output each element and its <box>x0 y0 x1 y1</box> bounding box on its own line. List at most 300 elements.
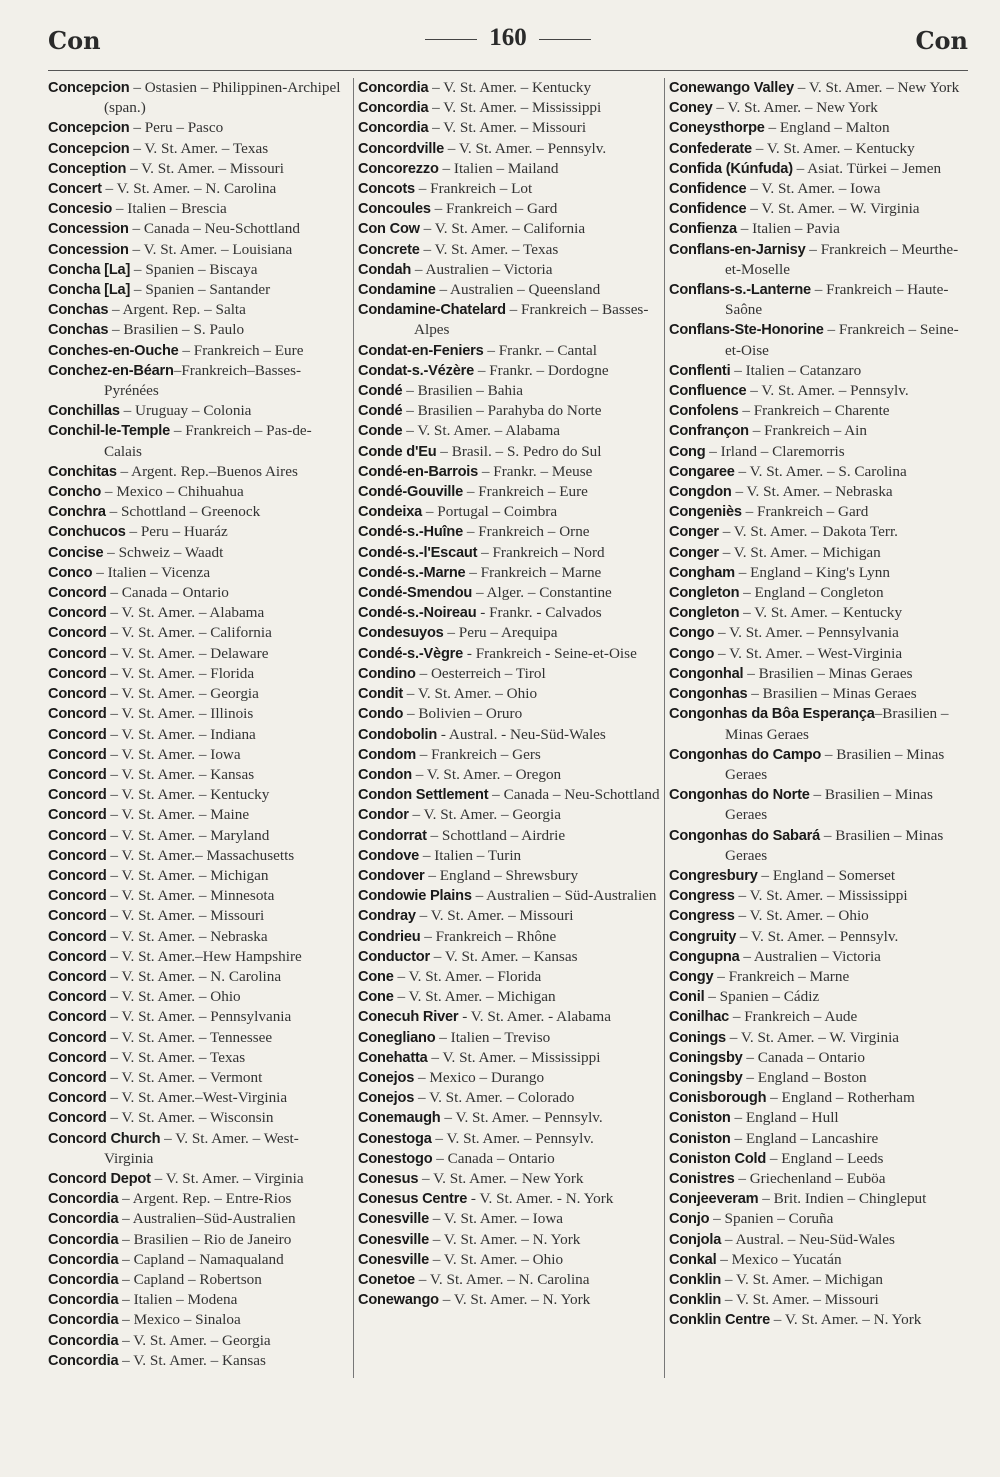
gazetteer-entry <box>48 482 348 502</box>
entry-location: – V. St. Amer. – N. Carolina <box>101 180 277 198</box>
entry-place-name: Concord <box>48 605 107 622</box>
gazetteer-entry <box>48 1108 348 1128</box>
entry-location: – V. St. Amer. – Delaware <box>106 644 269 662</box>
gazetteer-entry <box>358 805 660 825</box>
gazetteer-entry <box>669 563 969 583</box>
entry-place-name: Conil <box>669 989 705 1006</box>
gazetteer-entry <box>669 1169 969 1189</box>
entry-location: – V. St. Amer. – New York <box>712 99 878 117</box>
entry-location: – V. St. Amer.–Hew Hampshire <box>106 947 302 965</box>
entry-location: – V. St. Amer. – N. Carolina <box>106 967 282 985</box>
entry-place-name: Coneysthorpe <box>669 120 765 137</box>
gazetteer-entry <box>358 1149 660 1169</box>
header-left-keyword: Con <box>48 26 101 55</box>
entry-place-name: Concots <box>358 181 415 198</box>
entry-place-name: Condit <box>358 686 403 703</box>
entry-place-name: Condé-s.-Noireau <box>358 605 477 622</box>
gazetteer-entry <box>669 866 969 886</box>
gazetteer-entry <box>669 543 969 563</box>
entry-location: – England – Rotherham <box>766 1089 915 1107</box>
entry-location: – V. St. Amer. – Pennsylv. <box>440 1109 603 1127</box>
entry-location: – V. St. Amer. – West-Virginia <box>104 1129 299 1167</box>
gazetteer-entry <box>358 1028 660 1048</box>
entry-place-name: Coningsby <box>669 1069 743 1086</box>
entry-location: – Frankreich – Haute-Saône <box>725 281 949 319</box>
gazetteer-entry <box>48 401 348 421</box>
gazetteer-entry <box>669 906 969 926</box>
entry-place-name: Conjeeveram <box>669 1191 759 1208</box>
entry-place-name: Condeixa <box>358 504 423 521</box>
entry-location: – V. St. Amer. – Maine <box>106 806 250 824</box>
page-number-block <box>48 24 968 52</box>
entry-place-name: Concord <box>48 1029 107 1046</box>
gazetteer-entry <box>48 947 348 967</box>
entry-place-name: Conesus Centre <box>358 1191 468 1208</box>
entry-location: – V. St. Amer. – California <box>419 220 586 238</box>
entry-place-name: Concord <box>48 1069 107 1086</box>
entry-place-name: Congupna <box>669 948 740 965</box>
gazetteer-entry <box>669 623 969 643</box>
gazetteer-entry <box>669 947 969 967</box>
entry-place-name: Conchitas <box>48 463 117 480</box>
gazetteer-entry <box>358 502 660 522</box>
gazetteer-entry <box>48 664 348 684</box>
entry-location: - V. St. Amer. - Alabama <box>458 1008 611 1026</box>
entry-location: – V. St. Amer. – Louisiana <box>128 240 293 258</box>
entry-place-name: Congonhas do Sabará <box>669 827 821 844</box>
entry-place-name: Condowie Plains <box>358 888 472 905</box>
entry-location: – V. St. Amer. – Mississippi <box>734 887 908 905</box>
entry-location: – Peru – Arequipa <box>443 624 558 642</box>
entry-place-name: Coniston <box>669 1130 731 1147</box>
gazetteer-entry <box>669 644 969 664</box>
gazetteer-entry <box>669 482 969 502</box>
gazetteer-entry <box>358 866 660 886</box>
gazetteer-entry <box>358 603 660 623</box>
entry-place-name: Conchez-en-Béarn <box>48 362 174 379</box>
column-divider-1 <box>353 78 354 1378</box>
entry-place-name: Concordia <box>48 1231 119 1248</box>
gazetteer-entry <box>358 1209 660 1229</box>
entry-place-name: Conchas <box>48 302 109 319</box>
gazetteer-entry <box>358 745 660 765</box>
entry-location: – Spanien – Biscaya <box>130 260 258 278</box>
entry-location: – V. St. Amer. – Georgia <box>408 806 561 824</box>
entry-place-name: Coniston Cold <box>669 1150 767 1167</box>
gazetteer-entry <box>48 725 348 745</box>
entry-place-name: Concord <box>48 989 107 1006</box>
entry-place-name: Congonhas <box>669 686 748 703</box>
gazetteer-entry <box>669 987 969 1007</box>
entry-location: – V. St. Amer. – Kansas <box>118 1351 266 1369</box>
entry-location: – V. St. Amer. – Texas <box>129 139 269 157</box>
entry-place-name: Conkal <box>669 1251 717 1268</box>
entry-location: – V. St. Amer.– Massachusetts <box>106 846 295 864</box>
gazetteer-entry <box>358 240 660 260</box>
entry-place-name: Concordia <box>48 1332 119 1349</box>
entry-place-name: Conflenti <box>669 362 731 379</box>
gazetteer-entry <box>48 583 348 603</box>
entry-place-name: Conductor <box>358 948 430 965</box>
entry-place-name: Conewango Valley <box>669 80 794 96</box>
entry-place-name: Conger <box>669 544 719 561</box>
entry-location: – Frankreich – Basses-Alpes <box>414 301 649 339</box>
entry-place-name: Conings <box>669 1029 726 1046</box>
gazetteer-entry <box>358 1189 660 1209</box>
entry-place-name: Condray <box>358 908 416 925</box>
entry-place-name: Coningsby <box>669 1049 743 1066</box>
entry-location: – Italien – Pavia <box>736 220 840 238</box>
gazetteer-entry <box>48 78 348 118</box>
entry-location: – Canada – Neu-Schottland <box>488 786 660 804</box>
entry-place-name: Condino <box>358 665 416 682</box>
entry-location: –Frankreich–Basses-Pyrénées <box>104 361 302 400</box>
entry-location: – Brasilien – Minas Geraes <box>743 664 913 682</box>
entry-place-name: Congdon <box>669 484 732 501</box>
header-rule <box>48 70 968 71</box>
entry-location: – Australien–Süd-Australien <box>118 1210 296 1228</box>
entry-location: – V. St. Amer. – Alabama <box>402 422 561 440</box>
entry-location: – England – Boston <box>742 1068 867 1086</box>
entry-place-name: Conchil-le-Temple <box>48 423 171 440</box>
gazetteer-entry <box>669 886 969 906</box>
entry-location: – V. St. Amer. – N. York <box>438 1291 591 1309</box>
entry-place-name: Concordville <box>358 140 444 157</box>
entry-location: – Peru – Pasco <box>129 119 224 137</box>
entry-location: – Italien – Brescia <box>112 200 227 218</box>
entry-location: – Frankreich – Nord <box>477 543 605 561</box>
entry-location: – Spanien – Santander <box>130 281 271 299</box>
entry-place-name: Condor <box>358 807 409 824</box>
entry-place-name: Conistres <box>669 1170 735 1187</box>
entry-location: – V. St. Amer. – Georgia <box>106 685 259 703</box>
gazetteer-entry <box>358 826 660 846</box>
entry-place-name: Congonhas do Campo <box>669 746 822 763</box>
entry-location: – Schottland – Airdrie <box>426 826 566 844</box>
entry-location: – Australien – Süd-Australien <box>471 887 657 905</box>
entry-place-name: Conecuh River <box>358 1009 459 1026</box>
entry-place-name: Conejos <box>358 1069 415 1086</box>
gazetteer-entry <box>48 745 348 765</box>
gazetteer-entry <box>669 1129 969 1149</box>
gazetteer-entry <box>669 1068 969 1088</box>
gazetteer-entry <box>48 543 348 563</box>
entry-location: – Frankreich – Eure <box>463 483 588 501</box>
entry-place-name: Concord <box>48 827 107 844</box>
entry-location: – Mexico – Chihuahua <box>101 483 244 501</box>
gazetteer-entry <box>48 1007 348 1027</box>
entry-location: – Italien – Mailand <box>438 159 559 177</box>
gazetteer-entry <box>669 98 969 118</box>
gazetteer-entry <box>669 219 969 239</box>
entry-place-name: Conde d'Eu <box>358 443 437 460</box>
gazetteer-entry <box>358 623 660 643</box>
entry-location: – Mexico – Durango <box>414 1068 545 1086</box>
entry-location: – V. St. Amer. – N. York <box>429 1230 581 1248</box>
entry-location: – V. St. Amer. – California <box>106 624 272 642</box>
gazetteer-entry <box>358 684 660 704</box>
page-number: 160 <box>489 24 527 51</box>
entry-place-name: Concord <box>48 1110 107 1127</box>
entry-location: – Frankreich – Aude <box>729 1008 858 1026</box>
gazetteer-entry <box>358 1007 660 1027</box>
entry-place-name: Conesville <box>358 1251 429 1268</box>
entry-location: – Schottland – Greenock <box>105 503 261 521</box>
entry-place-name: Condesuyos <box>358 625 444 642</box>
entry-place-name: Conches-en-Ouche <box>48 342 179 359</box>
entry-place-name: Cong <box>669 443 706 460</box>
entry-place-name: Concord Church <box>48 1130 161 1147</box>
entry-place-name: Concord <box>48 928 107 945</box>
entry-location: – Brasilien – Rio de Janeiro <box>118 1230 292 1248</box>
gazetteer-entry <box>48 1351 348 1371</box>
gazetteer-entry <box>669 664 969 684</box>
gazetteer-entry <box>358 1108 660 1128</box>
entry-place-name: Conchillas <box>48 403 120 420</box>
entry-location: – V. St. Amer. – Michigan <box>718 543 881 561</box>
entry-place-name: Concordia <box>358 120 429 137</box>
gazetteer-entry <box>669 927 969 947</box>
entry-location: – V. St. Amer. – Iowa <box>429 1210 564 1228</box>
column-2 <box>358 78 660 1310</box>
entry-place-name: Condé-Smendou <box>358 585 473 602</box>
gazetteer-entry <box>48 341 348 361</box>
entry-location: – England – Shrewsbury <box>424 866 579 884</box>
entry-place-name: Concord <box>48 968 107 985</box>
entry-place-name: Condé-en-Barrois <box>358 463 479 480</box>
gazetteer-entry <box>48 1169 348 1189</box>
entry-place-name: Condé-s.-Marne <box>358 564 466 581</box>
entry-place-name: Concession <box>48 241 129 258</box>
entry-location: – Italien – Turin <box>419 846 522 864</box>
gazetteer-entry <box>669 118 969 138</box>
entry-location: – England – Malton <box>764 119 890 137</box>
entry-place-name: Congleton <box>669 605 740 622</box>
gazetteer-entry <box>358 967 660 987</box>
entry-place-name: Congham <box>669 564 735 581</box>
entry-location: – Argent. Rep.–Buenos Aires <box>116 462 298 480</box>
entry-location: – Ostasien – Philippinen-Archipel (span.) <box>104 79 341 117</box>
entry-location: – V. St. Amer. – Missouri <box>721 1291 879 1309</box>
gazetteer-entry <box>669 401 969 421</box>
entry-place-name: Concho <box>48 484 102 501</box>
gazetteer-entry <box>358 401 660 421</box>
gazetteer-entry <box>358 846 660 866</box>
entry-place-name: Conewango <box>358 1292 439 1309</box>
entry-location: – Brasilien – Minas Geraes <box>725 745 945 783</box>
entry-place-name: Concrete <box>358 241 420 258</box>
entry-place-name: Conklin Centre <box>669 1312 770 1329</box>
entry-location: – V. St. Amer. – Pennsylvania <box>106 1008 292 1026</box>
entry-location: – Frankreich – Meurthe-et-Moselle <box>725 240 959 278</box>
gazetteer-entry <box>48 1230 348 1250</box>
entry-location: – Asiat. Türkei – Jemen <box>792 159 942 177</box>
entry-location: – Brasilien – Bahia <box>402 382 524 400</box>
entry-location: – Australien – Queensland <box>435 281 601 299</box>
gazetteer-entry <box>358 98 660 118</box>
entry-location: – V. St. Amer. – Michigan <box>721 1270 883 1288</box>
entry-location: – V. St. Amer. – Pennsylv. <box>746 382 909 400</box>
entry-place-name: Conchas <box>48 322 109 339</box>
gazetteer-entry <box>48 927 348 947</box>
entry-location: – V. St. Amer. – Ohio <box>734 907 869 925</box>
entry-location: – Capland – Namaqualand <box>118 1250 284 1268</box>
entry-place-name: Condah <box>358 261 412 278</box>
gazetteer-entry <box>358 78 660 98</box>
entry-location: – Frankreich – Rhône <box>420 927 557 945</box>
gazetteer-entry <box>669 1108 969 1128</box>
gazetteer-entry <box>669 179 969 199</box>
entry-location: – V. St. Amer. – Dakota Terr. <box>718 523 898 541</box>
entry-place-name: Conestoga <box>358 1130 432 1147</box>
entry-place-name: Concord <box>48 585 107 602</box>
entry-place-name: Concord <box>48 686 107 703</box>
gazetteer-entry <box>669 1209 969 1229</box>
entry-location: – Mexico – Yucatán <box>716 1250 842 1268</box>
gazetteer-entry <box>48 805 348 825</box>
entry-location: – V. St. Amer. – Missouri <box>106 907 265 925</box>
entry-place-name: Concordia <box>48 1251 119 1268</box>
entry-location: – Oesterreich – Tirol <box>415 664 546 682</box>
column-1 <box>48 78 348 1371</box>
gazetteer-entry <box>669 139 969 159</box>
entry-location: – V. St. Amer. – Pennsylvania <box>714 624 899 642</box>
entry-place-name: Condé <box>358 403 403 420</box>
entry-location: – Frankr. – Dordogne <box>474 361 609 379</box>
entry-location: – V. St. Amer. – Vermont <box>106 1068 263 1086</box>
entry-place-name: Concord <box>48 766 107 783</box>
gazetteer-entry <box>48 1250 348 1270</box>
gazetteer-entry <box>48 623 348 643</box>
gazetteer-entry <box>669 361 969 381</box>
gazetteer-entry <box>358 987 660 1007</box>
gazetteer-entry <box>48 563 348 583</box>
entry-location: – V. St. Amer. – Kansas <box>106 765 255 783</box>
gazetteer-entry <box>358 179 660 199</box>
entry-place-name: Conflans-s.-Lanterne <box>669 282 811 299</box>
entry-location: – V. St. Amer. – Colorado <box>414 1089 575 1107</box>
gazetteer-entry <box>358 219 660 239</box>
gazetteer-entry <box>48 906 348 926</box>
gazetteer-entry <box>358 543 660 563</box>
gazetteer-entry <box>669 583 969 603</box>
entry-location: – V. St. Amer. – N. York <box>770 1311 922 1329</box>
entry-location: – V. St. Amer. – Texas <box>419 240 559 258</box>
entry-location: - Austral. - Neu-Süd-Wales <box>437 725 606 743</box>
entry-place-name: Concord <box>48 847 107 864</box>
entry-location: – V. St. Amer. – New York <box>793 79 960 96</box>
entry-place-name: Concorezzo <box>358 160 439 177</box>
gazetteer-entry <box>358 139 660 159</box>
gazetteer-entry <box>669 280 969 320</box>
entry-location: – Brasilien – Minas Geraes <box>747 685 917 703</box>
entry-place-name: Condove <box>358 847 420 864</box>
entry-location: - Frankr. - Calvados <box>476 604 602 622</box>
gazetteer-entry <box>358 522 660 542</box>
gazetteer-entry <box>48 785 348 805</box>
entry-location: – Frankreich – Seine-et-Oise <box>725 321 959 359</box>
entry-place-name: Cone <box>358 989 394 1006</box>
gazetteer-entry <box>48 118 348 138</box>
entry-location: – V. St. Amer. – Iowa <box>746 180 881 198</box>
gazetteer-entry <box>669 320 969 360</box>
gazetteer-entry <box>669 1290 969 1310</box>
entry-place-name: Concoules <box>358 201 431 218</box>
gazetteer-entry <box>669 159 969 179</box>
gazetteer-entry <box>48 1028 348 1048</box>
gazetteer-entry <box>358 341 660 361</box>
gazetteer-entry <box>358 947 660 967</box>
gazetteer-entry <box>358 906 660 926</box>
gazetteer-entry <box>48 421 348 461</box>
entry-location: – England – Leeds <box>766 1149 884 1167</box>
entry-location: – Frankreich – Lot <box>414 180 533 198</box>
entry-place-name: Concord <box>48 1090 107 1107</box>
entry-place-name: Conetoe <box>358 1271 415 1288</box>
gazetteer-entry <box>48 1068 348 1088</box>
entry-location: – V. St. Amer. – Alabama <box>106 604 265 622</box>
entry-place-name: Con Cow <box>358 221 420 238</box>
gazetteer-entry <box>48 644 348 664</box>
entry-place-name: Confidence <box>669 181 747 198</box>
entry-location: – Frankreich – Pas-de-Calais <box>104 422 312 460</box>
entry-place-name: Concord <box>48 706 107 723</box>
entry-place-name: Conestogo <box>358 1150 433 1167</box>
entry-location: - Frankreich - Seine-et-Oise <box>463 644 637 662</box>
entry-place-name: Concordia <box>48 1191 119 1208</box>
gazetteer-entry <box>358 361 660 381</box>
entry-location: – V. St. Amer. – Georgia <box>118 1331 271 1349</box>
gazetteer-entry <box>669 462 969 482</box>
entry-place-name: Condrieu <box>358 928 421 945</box>
entry-place-name: Condé-s.-Vègre <box>358 645 464 662</box>
entry-location: – V. St. Amer. – West-Virginia <box>714 644 903 662</box>
entry-location: – V. St. Amer. – W. Virginia <box>725 1028 900 1046</box>
entry-location: –Brasilien – Minas Geraes <box>725 705 949 743</box>
gazetteer-entry <box>358 1169 660 1189</box>
gazetteer-entry <box>358 159 660 179</box>
gazetteer-entry <box>669 381 969 401</box>
entry-place-name: Concesio <box>48 201 113 218</box>
entry-location: – V. St. Amer. – Minnesota <box>106 887 275 905</box>
entry-place-name: Concord <box>48 948 107 965</box>
gazetteer-entry <box>669 603 969 623</box>
entry-place-name: Cone <box>358 968 394 985</box>
entry-place-name: Congresbury <box>669 867 758 884</box>
entry-place-name: Concordia <box>48 1211 119 1228</box>
entry-place-name: Condat-en-Feniers <box>358 342 484 359</box>
entry-location: – V. St. Amer. – Kentucky <box>751 139 915 157</box>
entry-location: – V. St. Amer. – Mississippi <box>427 1048 601 1066</box>
gazetteer-entry <box>48 219 348 239</box>
entry-place-name: Confederate <box>669 140 752 157</box>
entry-place-name: Conklin <box>669 1271 722 1288</box>
entry-location: – Mexico – Sinaloa <box>118 1311 241 1329</box>
gazetteer-entry <box>358 583 660 603</box>
gazetteer-entry <box>669 502 969 522</box>
gazetteer-entry <box>48 260 348 280</box>
entry-place-name: Concord <box>48 1009 107 1026</box>
gazetteer-entry <box>358 260 660 280</box>
entry-location: – V. St. Amer. – Tennessee <box>106 1028 273 1046</box>
entry-place-name: Conklin <box>669 1292 722 1309</box>
entry-location: – Frankreich – Gers <box>415 745 541 763</box>
entry-place-name: Concha [La] <box>48 261 131 278</box>
entry-location: – Brasilien – Minas Geraes <box>725 786 933 824</box>
entry-place-name: Concha [La] <box>48 282 131 299</box>
entry-place-name: Concord Depot <box>48 1170 151 1187</box>
entry-location: – Frankreich – Marne <box>713 967 850 985</box>
